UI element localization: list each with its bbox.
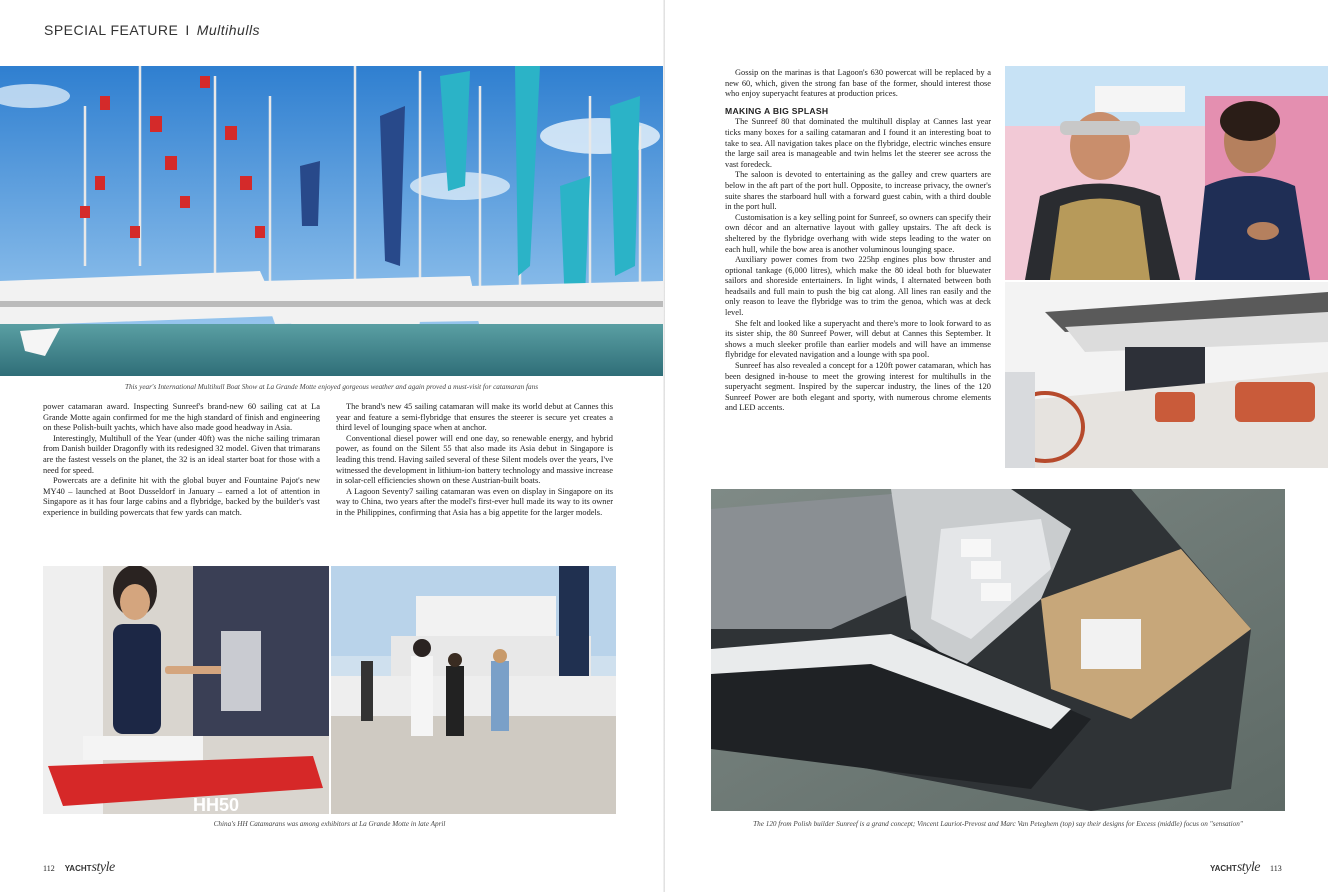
paragraph: Gossip on the marinas is that Lagoon's 630 powercat will be replaced by a new 60, which, given the strong fan base of the former, should interest those who enjoy superyacht features at production prices. — [725, 68, 991, 99]
section-topic: Multihulls — [196, 22, 261, 38]
sunreef-caption: The 120 from Polish builder Sunreef is a grand concept; Vincent Lauriot-Prevost and Marc Van Peteghem (top) say their designs for Excess (middle) focus on "sensation" — [753, 820, 1243, 828]
marina-photo — [0, 66, 663, 376]
left-folio — [43, 860, 115, 876]
paragraph: She felt and looked like a superyacht and there's more to look forward to as its sister ship, the 80 Sunreef Power, will debut at Cannes this September. It shows a much sleeker profile than earlier models and will have an immense flybridge for elevated navigation and a lounge with spa pool. — [725, 318, 991, 360]
right-folio — [1210, 860, 1282, 876]
paragraph: The Sunreef 80 that dominated the multihull display at Cannes last year ticks many boxes for a sailing catamaran and I found it an interesting boat to take to sea. All navigation takes place on the flybridge, electric winches ensure the large sail area is manageable and twin helms let the steerer see across the vast foredeck. — [725, 117, 991, 169]
section-label: SPECIAL FEATURE — [44, 22, 179, 38]
paragraph: Sunreef has also revealed a concept for a 120ft power catamaran, which has been designed in-house to meet the growing interest for multihulls in the superyacht segment. Inspired by the supercar industry, the lines of the 120 Sunreef Power are both elegant and sporty, with numerous chrome elements and LED accents. — [725, 361, 991, 413]
paragraph: The brand's new 45 sailing catamaran will make its world debut at Cannes this year and feature a semi-flybridge that ensures the steerer is secure yet creates a third level of lounging space when at anchor. — [336, 402, 613, 433]
paragraph: Interestingly, Multihull of the Year (under 40ft) was the niche sailing trimaran from Danish builder Dragonfly with its redesigned 32 model. Given that trimarans are the fastest vessels on the planet, the 32 is an ideal starter boat for those with a need for speed. — [43, 433, 320, 475]
paragraph: power catamaran award. Inspecting Sunreef's brand-new 60 sailing cat at La Grande Motte again confirmed for me the high standard of finish and engineering on these Polish-built yachts, which have also made good headway in Asia. — [43, 402, 320, 433]
left-column-2 — [336, 402, 613, 519]
exhibitor-photo — [43, 566, 329, 814]
designers-photo — [1005, 66, 1328, 280]
page-number: 112 — [43, 863, 55, 873]
page-number: 113 — [1269, 863, 1282, 873]
left-column-1 — [43, 402, 320, 519]
right-column — [725, 68, 991, 414]
paragraph: A Lagoon Seventy7 sailing catamaran was even on display in Singapore on its way to China, two years after the model's first-ever hull made its way to its owner in the Philippines, confirming that Asia has a big appetite for the larger models. — [336, 486, 613, 517]
paragraph: Conventional diesel power will end one day, so renewable energy, and hybrid power, as found on the Silent 55 that also made its Asia debut in Singapore is leading this trend. Having sailed several of these Silent models over the years, I've witnessed the development in lithium-ion battery technology and massive increase in solar-cell efficiencies shown on these Austrian-built boats. — [336, 433, 613, 486]
magazine-logo: YACHTstyle — [1210, 860, 1260, 875]
exhibitors-caption: China's HH Catamarans was among exhibitors at La Grande Motte in late April — [213, 820, 446, 828]
section-header — [44, 22, 260, 38]
dockside-photo — [331, 566, 616, 814]
magazine-logo: YACHTstyle — [64, 860, 115, 875]
marina-caption: This year's International Multihull Boat Show at La Grande Motte enjoyed gorgeous weather and again proved a must-visit for catamaran fans — [124, 383, 539, 391]
paragraph: Customisation is a key selling point for Sunreef, so owners can specify their own décor and an alternative layout with galley upstairs. The aft deck is sheltered by the flybridge overhang with wide steps leading to the water on each hull, while the bow area is another voluminous lounging space. — [725, 212, 991, 254]
hull-badge: HH50 — [193, 795, 240, 814]
paragraph: Powercats are a definite hit with the global buyer and Fountaine Pajot's new MY40 – launched at Boot Dusseldorf in January – earned a lot of attention in Singapore as it has four large cabins and a flybridge, backed by the builder's vast experience in building powercats that few yards can match. — [43, 476, 320, 517]
excess-photo — [1005, 282, 1328, 468]
sunreef-photo — [711, 489, 1285, 811]
section-divider: I — [185, 22, 190, 38]
left-page — [0, 0, 663, 892]
right-page — [665, 0, 1328, 892]
paragraph: The saloon is devoted to entertaining as the galley and crew quarters are below in the aft part of the port hull. Opposite, to increase privacy, the owner's suite shares the starboard hull with a forward guest cabin, with a third double in the port hull. — [725, 170, 991, 212]
subheading: MAKING A BIG SPLASH — [725, 105, 829, 116]
paragraph: Auxiliary power comes from two 225hp engines plus bow thruster and optional tankage (6,000 litres), which make the 80 ideal both for bluewater sailors and shoreside entertainers. In light winds, I alternated between both headsails and full main to push the big cat along. All lines ran easily and the only reason to leave the flybridge was to trim the genoa, which was at deck level. — [725, 255, 991, 318]
